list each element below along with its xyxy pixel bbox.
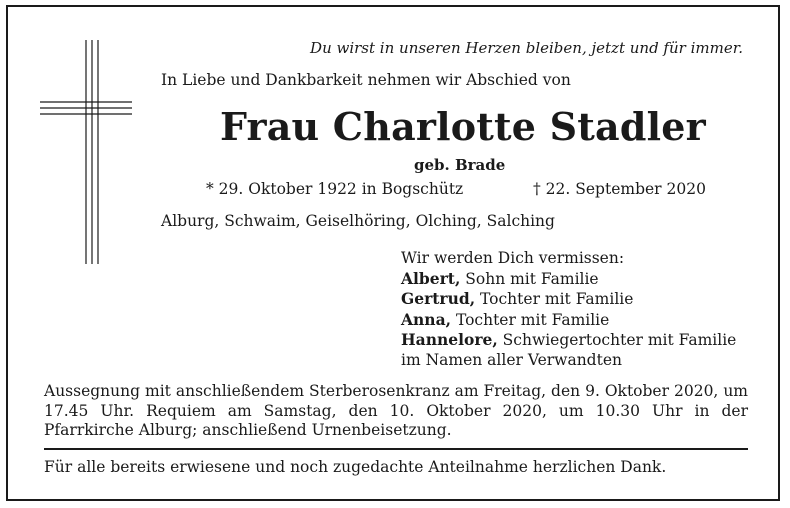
mourner-name: Albert, bbox=[401, 268, 461, 288]
mourner-row bbox=[401, 310, 736, 331]
cross-icon bbox=[40, 40, 132, 264]
motto: Du wirst in unseren Herzen bleiben, jetzt und für immer. bbox=[310, 39, 743, 57]
maiden-name: geb. Brade bbox=[414, 156, 506, 174]
birth-date: * 29. Oktober 1922 in Bogschütz bbox=[206, 180, 464, 198]
mourners-block bbox=[401, 249, 736, 370]
mourners-heading: Wir werden Dich vermissen: bbox=[401, 249, 625, 267]
mourner-row bbox=[401, 289, 736, 310]
mourners-footer: im Namen aller Verwandten bbox=[401, 350, 622, 369]
mourner-relation: Schwiegertochter mit Familie bbox=[497, 331, 737, 349]
deceased-name: Frau Charlotte Stadler bbox=[220, 104, 706, 149]
death-date: † 22. September 2020 bbox=[533, 180, 706, 198]
mourner-relation: Tochter mit Familie bbox=[451, 310, 610, 329]
places-list: Alburg, Schwaim, Geiselhöring, Olching, Salching bbox=[161, 212, 555, 230]
thanks-text: Für alle bereits erwiesene und noch zugedachte Anteilnahme herzlichen Dank. bbox=[44, 458, 667, 476]
service-details: Aussegnung mit anschließendem Sterberosenkranz am Freitag, den 9. Oktober 2020, um 17.45 Uhr. Requiem am Samstag, den 10. Oktober 2020, um 10.30 Uhr in der Pfarrkirche Alburg; anschließend Urnenbeisetzung. bbox=[44, 382, 748, 439]
mourner-name: Gertrud, bbox=[401, 289, 476, 308]
divider bbox=[44, 448, 748, 450]
mourner-row bbox=[401, 269, 736, 290]
obituary-notice bbox=[6, 5, 780, 501]
mourner-name: Hannelore, bbox=[401, 330, 498, 349]
mourner-relation: Tochter mit Familie bbox=[475, 290, 634, 308]
mourner-name: Anna, bbox=[401, 309, 452, 329]
intro-text: In Liebe und Dankbarkeit nehmen wir Abschied von bbox=[161, 71, 571, 89]
mourner-relation: Sohn mit Familie bbox=[460, 269, 599, 288]
mourner-row bbox=[401, 330, 736, 351]
